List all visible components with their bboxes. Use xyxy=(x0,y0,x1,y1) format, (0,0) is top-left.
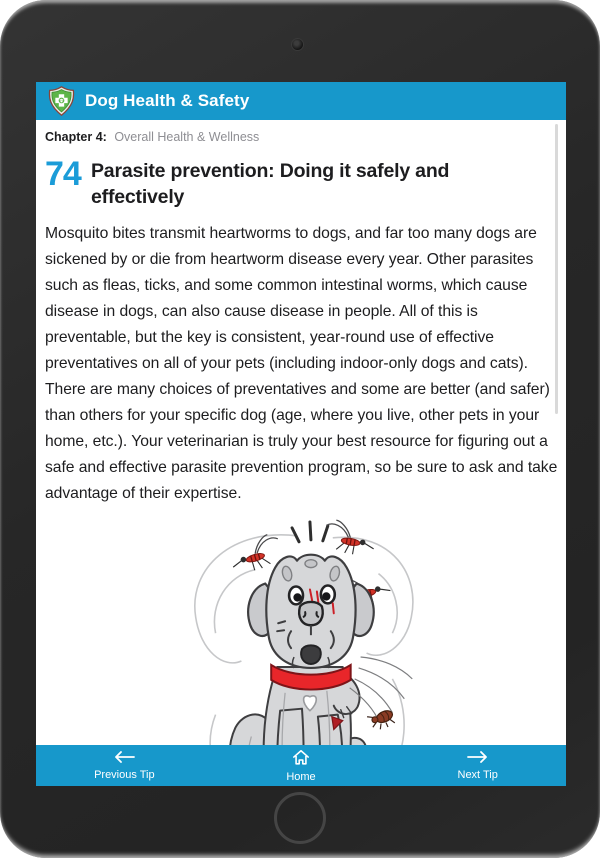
bottom-nav-bar xyxy=(36,745,566,786)
hardware-home-button[interactable] xyxy=(274,792,326,844)
home-label: Home xyxy=(286,770,316,783)
arrow-left-icon xyxy=(113,750,135,767)
shield-cross-paw-icon xyxy=(48,86,75,116)
previous-tip-button[interactable] xyxy=(36,745,213,786)
front-camera-dot xyxy=(291,38,304,51)
breadcrumb xyxy=(45,129,557,145)
next-tip-label: Next Tip xyxy=(457,769,498,781)
chapter-label: Chapter 4: xyxy=(45,130,107,144)
home-icon xyxy=(292,749,310,769)
tip-header xyxy=(45,155,557,210)
app-header xyxy=(36,82,566,120)
app-title: Dog Health & Safety xyxy=(85,91,250,110)
app-screen xyxy=(36,82,566,786)
chapter-name: Overall Health & Wellness xyxy=(114,130,260,144)
home-button-nav[interactable] xyxy=(213,745,390,786)
tip-number: 74 xyxy=(45,155,81,193)
tip-title: Parasite prevention: Doing it safely and effectively xyxy=(91,160,450,208)
tip-content xyxy=(36,129,566,786)
next-tip-button[interactable] xyxy=(389,745,566,786)
tip-body-text: Mosquito bites transmit heartworms to dogs, and far too many dogs are sickened by or die from heartworm disease every year. Other parasites such as fleas, ticks, and some common intestinal worms, which cause disease in dogs, can also cause disease in people. All of this is preventable, but the key is consistent, year-round use of effective preventatives on all of your pets (including indoor-only dogs and cats). There are many choices of preventatives and some are better (and safer) than others for your specific dog (age, where you live, other pets in your home, etc.). Your veterinarian is truly your best resource for figuring out a safe and effective parasite prevention program, so be sure to ask and take advantage of their expertise. xyxy=(45,225,558,502)
scrollbar-thumb[interactable] xyxy=(555,124,558,414)
arrow-right-icon xyxy=(467,750,489,767)
previous-tip-label: Previous Tip xyxy=(94,769,155,781)
